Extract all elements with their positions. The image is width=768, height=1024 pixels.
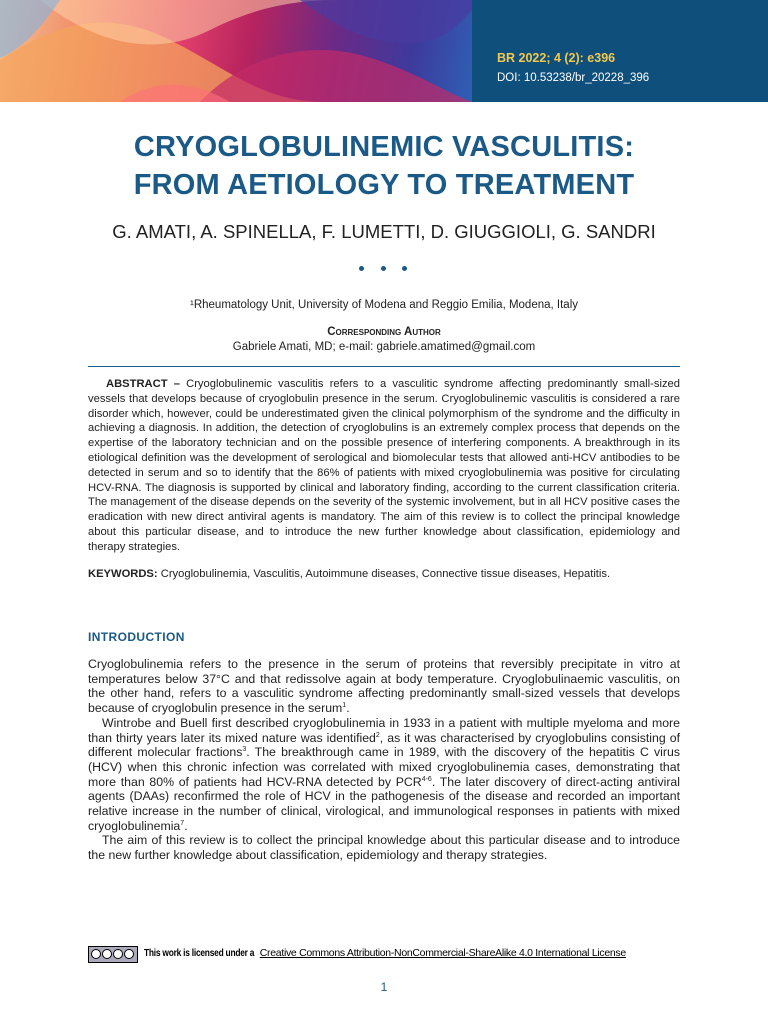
journal-reference: BR 2022; 4 (2): e396: [497, 51, 616, 65]
license-text: [144, 947, 626, 959]
doi: DOI: 10.53238/br_20228_396: [497, 72, 650, 84]
introduction-heading: INTRODUCTION: [88, 630, 185, 644]
abstract-label: ABSTRACT –: [106, 378, 180, 390]
header-artwork: [0, 0, 472, 102]
separator-dots-icon: [354, 262, 414, 274]
title-line-2: FROM AETIOLOGY TO TREATMENT: [133, 169, 635, 201]
abstract: [88, 377, 680, 555]
header-abstract-shapes: [0, 0, 472, 102]
affiliation: ¹Rheumatology Unit, University of Modena and Reggio Emilia, Modena, Italy: [190, 299, 578, 311]
divider: [88, 366, 680, 367]
license-footer: [88, 945, 680, 965]
paragraph: Wintrobe and Buell first described cryoglobulinemia in 1933 in a patient with multiple myeloma and more than thirty years later its mixed nature was identified$^2$, as it was characterised by cryoglobulins consisting of different molecular fractions$^3$. The breakthrough came in 1989, with the discovery of the hepatitis C virus (HCV) when this chronic infection was correlated with mixed cryoglobulinemia cases, demonstrating that more than 80% of patients had HCV-RNA detected by PCR$^{4-6}$. The later discovery of direct-acting antiviral agents (DAAs) reconfirmed the role of HCV in the pathogenesis of the disease and recorded an important relative increase in the number of clinical, virological, and immunological responses in patients with mixed cryoglobulinemia$^7$.: [88, 715, 680, 833]
creative-commons-icon: [88, 946, 138, 963]
introduction-body: [88, 657, 680, 863]
keywords-text: Cryoglobulinemia, Vasculitis, Autoimmune diseases, Connective tissue diseases, Hepatitis.: [157, 568, 611, 580]
abstract-text: Cryoglobulinemic vasculitis refers to a vasculitic syndrome affecting predominantly small-sized vessels that develops because of cryoglobulin presence in the serum. Cryoglobulinemic vasculitis is considered a rare disorder which, however, could be underestimated given the clinical polymorphism of the syndrome and the difficulty in achieving a diagnosis. In addition, the detection of cryoglobulins is an extremely complex process that depends on the expertise of the laboratory technician and on the possible presence of interfering components. A breakthrough in its etiological definition was the development of serological and biomolecular tests that allowed anti-HCV antibodies to be detected in serum and so to identify that the 86% of patients with mixed cryoglobulinemia was positive for circulating HCV-RNA. The diagnosis is supported by clinical and laboratory finding, according to the current classification criteria. The management of the disease depends on the severity of the systemic involvement, but in all HCV positive cases the eradication with new direct antiviral agents is mandatory. The aim of this review is to collect the principal knowledge about this particular disease, and to introduce the new further knowledge about classification, epidemiology and therapy strategies.: [88, 378, 680, 553]
paragraph: The aim of this review is to collect the principal knowledge about this particular disease and to introduce the new further knowledge about classification, epidemiology and therapy strategies.: [88, 833, 680, 863]
journal-header: [0, 0, 768, 102]
license-link[interactable]: Creative Commons Attribution-NonCommercial-ShareAlike 4.0 International License: [259, 947, 626, 959]
article-title: [60, 128, 708, 204]
page-number: 1: [380, 980, 388, 994]
keywords: [88, 567, 680, 582]
authors: G. AMATI, A. SPINELLA, F. LUMETTI, D. GIUGGIOLI, G. SANDRI: [112, 221, 656, 242]
paragraph: Cryoglobulinemia refers to the presence in the serum of proteins that reversibly precipitate in vitro at temperatures below 37°C and that redissolve again at body temperature. Cryoglobulinaemic vasculitis, on the other hand, refers to a vasculitic syndrome affecting predominantly small-sized vessels that develops because of cryoglobulin presence in the serum$^1$.: [88, 657, 680, 716]
corresponding-author-info: Gabriele Amati, MD; e-mail: gabriele.amatimed@gmail.com: [232, 341, 536, 353]
license-prefix: This work is licensed under a: [144, 947, 255, 959]
title-line-1: CRYOGLOBULINEMIC VASCULITIS:: [133, 131, 635, 163]
keywords-label: KEYWORDS:: [88, 568, 158, 580]
corresponding-author-label: Corresponding Author: [327, 326, 441, 338]
